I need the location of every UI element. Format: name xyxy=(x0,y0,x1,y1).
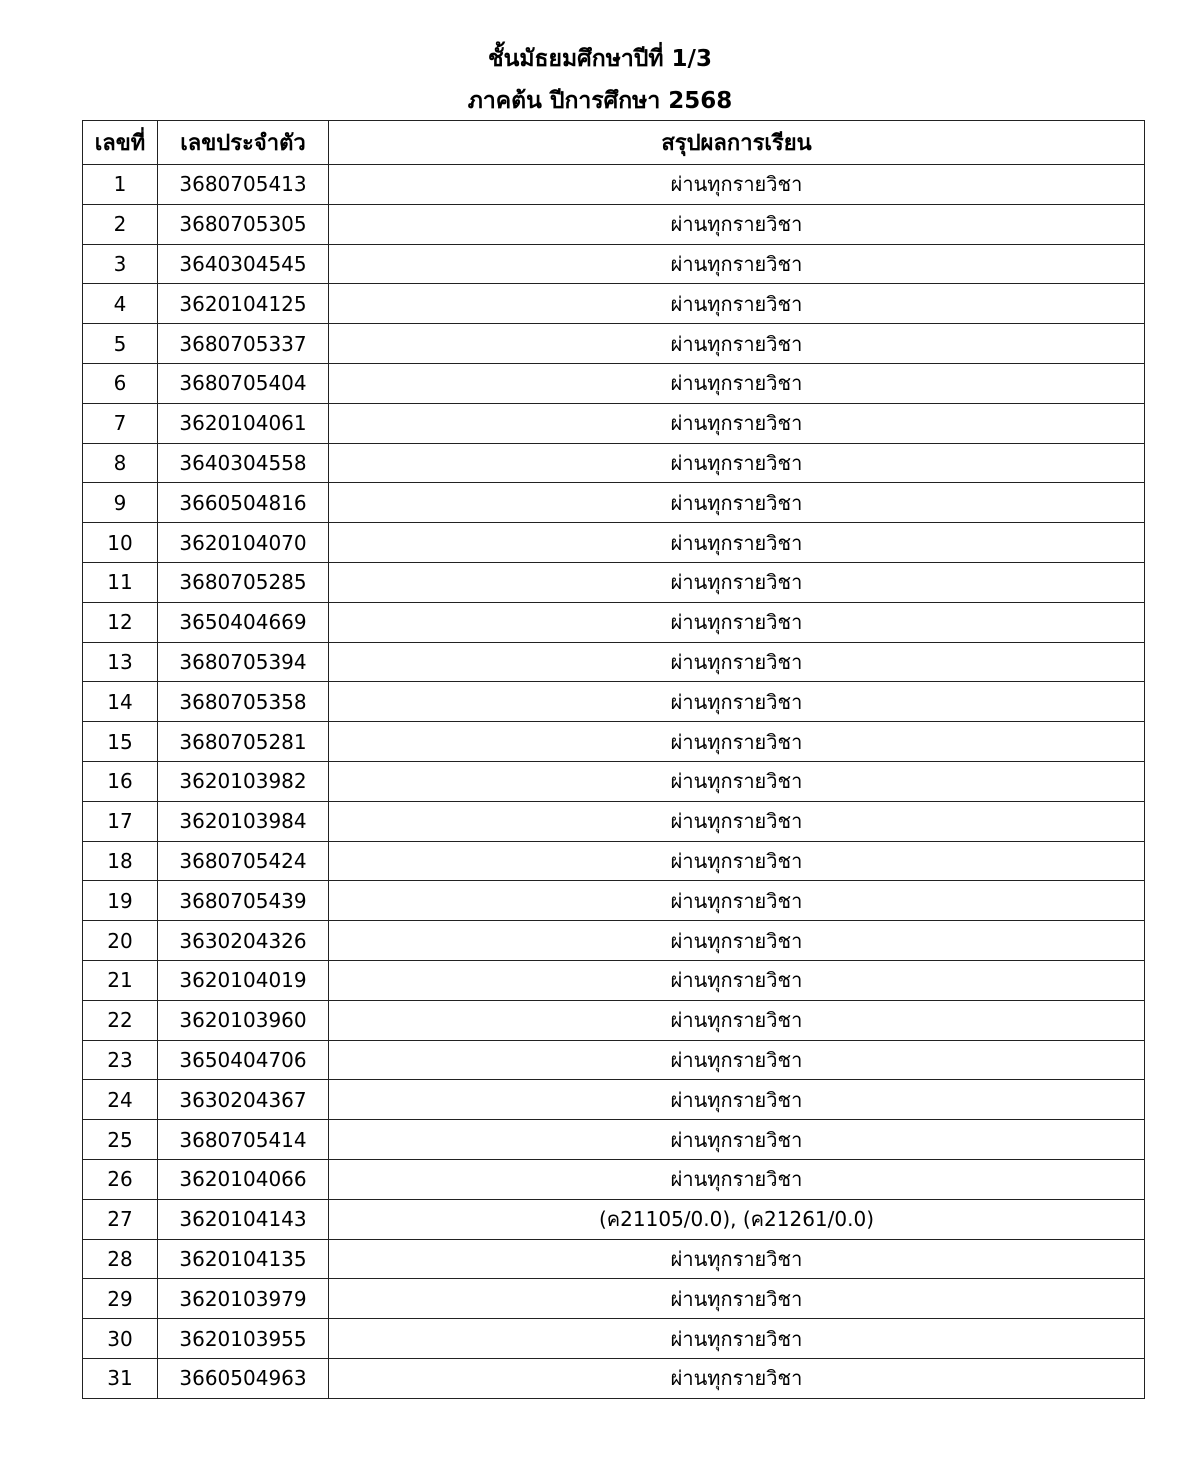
table-body xyxy=(83,165,1145,1399)
table-row xyxy=(83,363,1145,403)
row-student-id: 3620103960 xyxy=(158,1000,329,1040)
row-number: 21 xyxy=(83,960,158,1000)
row-number: 8 xyxy=(83,443,158,483)
row-result: ผ่านทุกรายวิชา xyxy=(329,761,1145,801)
table-row xyxy=(83,204,1145,244)
row-student-id: 3640304558 xyxy=(158,443,329,483)
row-student-id: 3620103982 xyxy=(158,761,329,801)
row-student-id: 3620104061 xyxy=(158,403,329,443)
table-row xyxy=(83,165,1145,205)
row-result: ผ่านทุกรายวิชา xyxy=(329,443,1145,483)
table-row xyxy=(83,682,1145,722)
row-number: 26 xyxy=(83,1159,158,1199)
row-result: ผ่านทุกรายวิชา xyxy=(329,1040,1145,1080)
row-student-id: 3680705358 xyxy=(158,682,329,722)
column-header-number: เลขที่ xyxy=(83,121,158,165)
row-result: ผ่านทุกรายวิชา xyxy=(329,284,1145,324)
row-number: 3 xyxy=(83,244,158,284)
row-result: ผ่านทุกรายวิชา xyxy=(329,165,1145,205)
row-student-id: 3620104125 xyxy=(158,284,329,324)
row-number: 16 xyxy=(83,761,158,801)
row-number: 30 xyxy=(83,1319,158,1359)
row-student-id: 3680705413 xyxy=(158,165,329,205)
row-student-id: 3680705337 xyxy=(158,324,329,364)
row-number: 6 xyxy=(83,363,158,403)
row-number: 5 xyxy=(83,324,158,364)
row-number: 12 xyxy=(83,602,158,642)
row-result: ผ่านทุกรายวิชา xyxy=(329,562,1145,602)
row-student-id: 3680705414 xyxy=(158,1120,329,1160)
row-student-id: 3680705424 xyxy=(158,841,329,881)
table-row xyxy=(83,602,1145,642)
table-row xyxy=(83,801,1145,841)
row-student-id: 3680705305 xyxy=(158,204,329,244)
row-result: ผ่านทุกรายวิชา xyxy=(329,642,1145,682)
table-row xyxy=(83,1279,1145,1319)
page-title: ชั้นมัธยมศึกษาปีที่ 1/3 xyxy=(488,46,712,72)
row-number: 23 xyxy=(83,1040,158,1080)
row-student-id: 3680705394 xyxy=(158,642,329,682)
column-header-student-id: เลขประจำตัว xyxy=(158,121,329,165)
row-student-id: 3650404669 xyxy=(158,602,329,642)
row-number: 9 xyxy=(83,483,158,523)
table-row xyxy=(83,1319,1145,1359)
row-number: 28 xyxy=(83,1239,158,1279)
table-row xyxy=(83,1000,1145,1040)
row-student-id: 3640304545 xyxy=(158,244,329,284)
row-result: ผ่านทุกรายวิชา xyxy=(329,1319,1145,1359)
table-row xyxy=(83,881,1145,921)
results-table xyxy=(82,120,1145,1399)
row-number: 4 xyxy=(83,284,158,324)
table-row xyxy=(83,1080,1145,1120)
row-student-id: 3620103955 xyxy=(158,1319,329,1359)
row-student-id: 3620104066 xyxy=(158,1159,329,1199)
table-row xyxy=(83,722,1145,762)
row-number: 11 xyxy=(83,562,158,602)
table-row xyxy=(83,403,1145,443)
row-student-id: 3620104019 xyxy=(158,960,329,1000)
row-result: ผ่านทุกรายวิชา xyxy=(329,523,1145,563)
table-row xyxy=(83,483,1145,523)
row-student-id: 3620103984 xyxy=(158,801,329,841)
row-student-id: 3620104135 xyxy=(158,1239,329,1279)
row-number: 22 xyxy=(83,1000,158,1040)
row-result: ผ่านทุกรายวิชา xyxy=(329,403,1145,443)
table-row xyxy=(83,244,1145,284)
row-number: 14 xyxy=(83,682,158,722)
table-header-row xyxy=(83,121,1145,165)
row-result: ผ่านทุกรายวิชา xyxy=(329,722,1145,762)
table-row xyxy=(83,324,1145,364)
row-result: ผ่านทุกรายวิชา xyxy=(329,1120,1145,1160)
table-row xyxy=(83,841,1145,881)
row-student-id: 3620104070 xyxy=(158,523,329,563)
row-number: 29 xyxy=(83,1279,158,1319)
row-student-id: 3680705404 xyxy=(158,363,329,403)
table-row xyxy=(83,523,1145,563)
row-student-id: 3680705439 xyxy=(158,881,329,921)
row-result: ผ่านทุกรายวิชา xyxy=(329,682,1145,722)
row-result: ผ่านทุกรายวิชา xyxy=(329,1239,1145,1279)
table-row xyxy=(83,1040,1145,1080)
row-student-id: 3620104143 xyxy=(158,1199,329,1239)
row-result: ผ่านทุกรายวิชา xyxy=(329,1080,1145,1120)
row-student-id: 3630204367 xyxy=(158,1080,329,1120)
row-student-id: 3620103979 xyxy=(158,1279,329,1319)
row-number: 7 xyxy=(83,403,158,443)
row-number: 1 xyxy=(83,165,158,205)
table-row xyxy=(83,1120,1145,1160)
row-number: 24 xyxy=(83,1080,158,1120)
row-student-id: 3660504816 xyxy=(158,483,329,523)
table-row xyxy=(83,562,1145,602)
row-number: 31 xyxy=(83,1358,158,1398)
row-result: (ค21105/0.0), (ค21261/0.0) xyxy=(329,1199,1145,1239)
row-student-id: 3680705281 xyxy=(158,722,329,762)
row-result: ผ่านทุกรายวิชา xyxy=(329,1000,1145,1040)
row-number: 19 xyxy=(83,881,158,921)
row-number: 18 xyxy=(83,841,158,881)
row-result: ผ่านทุกรายวิชา xyxy=(329,801,1145,841)
row-result: ผ่านทุกรายวิชา xyxy=(329,841,1145,881)
row-result: ผ่านทุกรายวิชา xyxy=(329,483,1145,523)
row-number: 13 xyxy=(83,642,158,682)
row-number: 27 xyxy=(83,1199,158,1239)
row-result: ผ่านทุกรายวิชา xyxy=(329,1159,1145,1199)
column-header-result: สรุปผลการเรียน xyxy=(329,121,1145,165)
table-row xyxy=(83,1159,1145,1199)
row-result: ผ่านทุกรายวิชา xyxy=(329,324,1145,364)
row-number: 20 xyxy=(83,921,158,961)
table-row xyxy=(83,761,1145,801)
row-result: ผ่านทุกรายวิชา xyxy=(329,881,1145,921)
table-row xyxy=(83,960,1145,1000)
row-result: ผ่านทุกรายวิชา xyxy=(329,204,1145,244)
row-result: ผ่านทุกรายวิชา xyxy=(329,602,1145,642)
row-result: ผ่านทุกรายวิชา xyxy=(329,1279,1145,1319)
row-number: 15 xyxy=(83,722,158,762)
row-student-id: 3680705285 xyxy=(158,562,329,602)
row-student-id: 3650404706 xyxy=(158,1040,329,1080)
row-result: ผ่านทุกรายวิชา xyxy=(329,244,1145,284)
row-number: 17 xyxy=(83,801,158,841)
table-row xyxy=(83,1358,1145,1398)
row-student-id: 3660504963 xyxy=(158,1358,329,1398)
row-number: 2 xyxy=(83,204,158,244)
row-result: ผ่านทุกรายวิชา xyxy=(329,960,1145,1000)
row-number: 10 xyxy=(83,523,158,563)
row-number: 25 xyxy=(83,1120,158,1160)
row-result: ผ่านทุกรายวิชา xyxy=(329,1358,1145,1398)
page-subtitle: ภาคต้น ปีการศึกษา 2568 xyxy=(467,88,733,114)
table-row xyxy=(83,443,1145,483)
row-student-id: 3630204326 xyxy=(158,921,329,961)
row-result: ผ่านทุกรายวิชา xyxy=(329,363,1145,403)
table-row xyxy=(83,284,1145,324)
table-row xyxy=(83,1199,1145,1239)
table-row xyxy=(83,642,1145,682)
row-result: ผ่านทุกรายวิชา xyxy=(329,921,1145,961)
table-row xyxy=(83,1239,1145,1279)
table-row xyxy=(83,921,1145,961)
